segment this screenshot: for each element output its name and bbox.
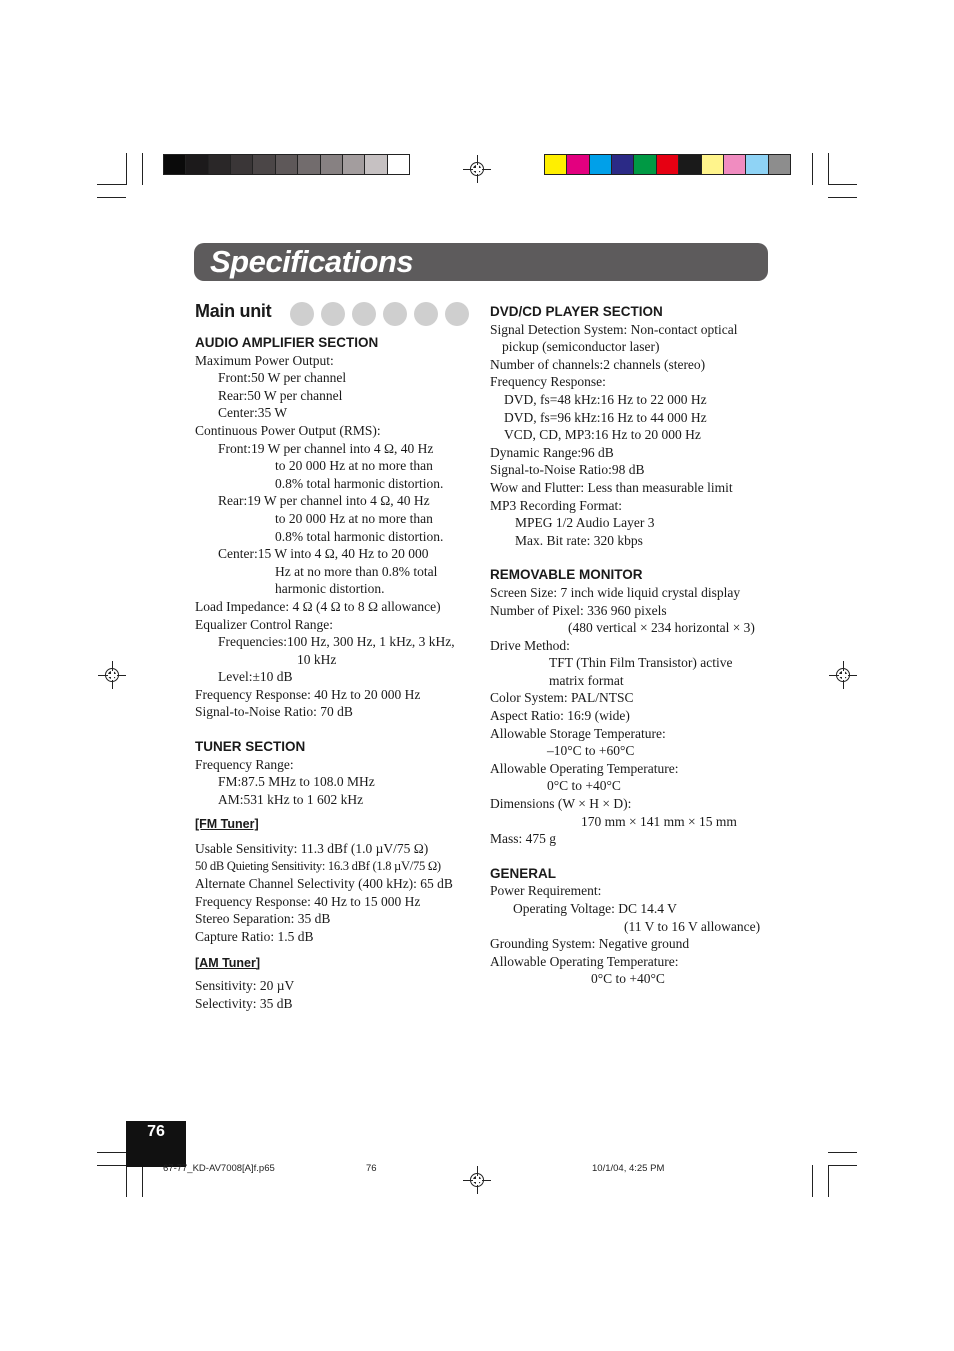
cmyk-color-bar <box>544 154 791 175</box>
section-heading: GENERAL <box>490 865 557 881</box>
spec-line: Signal Detection System: Non-contact optical <box>490 321 738 337</box>
spec-line: Aspect Ratio: 16:9 (wide) <box>490 708 630 724</box>
section-heading: AUDIO AMPLIFIER SECTION <box>195 335 379 350</box>
spec-line: Selectivity: 35 dB <box>195 995 293 1011</box>
spec-line: Signal-to-Noise Ratio: 70 dB <box>195 704 353 720</box>
color-swatch <box>634 155 656 174</box>
color-swatch <box>365 155 387 174</box>
subsection-heading: [AM Tuner] <box>195 955 261 970</box>
color-swatch <box>590 155 612 174</box>
spec-line: matrix format <box>549 672 624 688</box>
color-swatch <box>343 155 365 174</box>
page-number: 76 <box>126 1121 186 1167</box>
spec-line: (11 V to 16 V allowance) <box>624 918 761 934</box>
spec-line: Allowable Operating Temperature: <box>490 953 679 969</box>
spec-line: Screen Size: 7 inch wide liquid crystal display <box>490 584 741 600</box>
spec-line: 0°C to +40°C <box>547 778 621 794</box>
spec-line: Max. Bit rate: 320 kbps <box>515 532 643 548</box>
color-swatch <box>186 155 208 174</box>
spec-line: 0.8% total harmonic distortion. <box>275 528 444 544</box>
spec-line: Equalizer Control Range: <box>195 616 333 632</box>
color-swatch <box>679 155 701 174</box>
registration-mark-icon <box>833 665 853 685</box>
registration-mark-icon <box>467 1170 487 1190</box>
spec-line: Allowable Storage Temperature: <box>490 725 666 741</box>
spec-line: to 20 000 Hz at no more than <box>275 458 433 474</box>
spec-line: Capture Ratio: 1.5 dB <box>195 929 314 944</box>
main-unit-heading: Main unit <box>195 301 272 321</box>
spec-line: Usable Sensitivity: 11.3 dBf (1.0 µV/75 Ω) <box>195 841 429 857</box>
spec-line: 170 mm × 141 mm × 15 mm <box>581 813 737 829</box>
color-swatch <box>253 155 275 174</box>
spec-row: Level:±10 dB <box>218 669 293 685</box>
spec-line: Wow and Flutter: Less than measurable limit <box>490 479 733 495</box>
color-swatch <box>724 155 746 174</box>
spec-row: Center:15 W into 4 Ω, 40 Hz to 20 000 <box>218 546 429 562</box>
spec-row: FM:87.5 MHz to 108.0 MHz <box>218 774 375 790</box>
spec-row: Front:19 W per channel into 4 Ω, 40 Hz <box>218 440 434 456</box>
spec-line: Operating Voltage: DC 14.4 V <box>513 901 677 916</box>
spec-line: Load Impedance: 4 Ω (4 Ω to 8 Ω allowance) <box>195 598 441 614</box>
color-swatch <box>164 155 186 174</box>
spec-row: Rear:19 W per channel into 4 Ω, 40 Hz <box>218 493 430 509</box>
spec-line: Frequency Response: <box>490 374 606 390</box>
right-column <box>490 303 775 988</box>
spec-row: Frequencies:100 Hz, 300 Hz, 1 kHz, 3 kHz, <box>218 634 455 650</box>
page-title: Specifications <box>210 244 414 279</box>
title-banner <box>194 243 768 281</box>
spec-row: VCD, CD, MP3:16 Hz to 20 000 Hz <box>504 427 701 443</box>
decorative-circles <box>290 302 469 326</box>
color-swatch <box>209 155 231 174</box>
color-swatch <box>298 155 320 174</box>
spec-line: Dimensions (W × H × D): <box>490 796 632 812</box>
color-swatch <box>567 155 589 174</box>
spec-row: Dynamic Range:96 dB <box>490 444 614 460</box>
spec-line: to 20 000 Hz at no more than <box>275 510 433 526</box>
spec-line: Power Requirement: <box>490 883 602 899</box>
spec-line: MP3 Recording Format: <box>490 497 622 513</box>
registration-mark-icon <box>102 665 122 685</box>
color-swatch <box>612 155 634 174</box>
spec-row: DVD, fs=96 kHz:16 Hz to 44 000 Hz <box>504 409 707 425</box>
spec-line: Frequency Response: 40 Hz to 15 000 Hz <box>195 893 421 909</box>
spec-line: Continuous Power Output (RMS): <box>195 422 381 438</box>
spec-line: Frequency Range: <box>195 756 294 772</box>
section-heading: REMOVABLE MONITOR <box>490 567 643 583</box>
section-heading: DVD/CD PLAYER SECTION <box>490 304 663 319</box>
spec-line: Allowable Operating Temperature: <box>490 760 679 776</box>
spec-line: 0°C to +40°C <box>591 971 665 987</box>
color-swatch <box>231 155 253 174</box>
color-swatch <box>545 155 567 174</box>
color-swatch <box>746 155 768 174</box>
subsection-heading: [FM Tuner] <box>195 817 259 832</box>
spec-line: pickup (semiconductor laser) <box>502 339 660 355</box>
spec-row: Front:50 W per channel <box>218 370 347 386</box>
spec-line: (480 vertical × 234 horizontal × 3) <box>568 620 755 636</box>
spec-line: Alternate Channel Selectivity (400 kHz): 65 dB <box>195 876 453 892</box>
section-heading: TUNER SECTION <box>195 739 306 755</box>
spec-line: Drive Method: <box>490 637 570 653</box>
spec-row: Center:35 W <box>218 405 288 421</box>
spec-line: harmonic distortion. <box>275 581 385 597</box>
spec-line: TFT (Thin Film Transistor) active <box>549 655 733 671</box>
spec-line: Stereo Separation: 35 dB <box>195 911 331 927</box>
registration-mark-icon <box>467 159 487 179</box>
spec-line: 10 kHz <box>297 651 337 667</box>
spec-line: 50 dB Quieting Sensitivity: 16.3 dBf (1.8 µV/75 Ω) <box>195 858 441 873</box>
color-swatch <box>321 155 343 174</box>
footer-filename: 67-77_KD-AV7008[A]f.p65 <box>163 1163 275 1174</box>
color-swatch <box>388 155 409 174</box>
color-swatch <box>702 155 724 174</box>
spec-line: Frequency Response: 40 Hz to 20 000 Hz <box>195 686 421 702</box>
spec-line: Sensitivity: 20 µV <box>195 978 295 994</box>
color-swatch <box>657 155 679 174</box>
spec-line: 0.8% total harmonic distortion. <box>275 475 444 491</box>
spec-line: Color System: PAL/NTSC <box>490 690 634 706</box>
spec-line: Hz at no more than 0.8% total <box>275 563 438 579</box>
spec-row: Rear:50 W per channel <box>218 387 343 403</box>
spec-line: Maximum Power Output: <box>195 352 334 368</box>
footer-date: 10/1/04, 4:25 PM <box>592 1163 665 1174</box>
spec-row: Number of channels:2 channels (stereo) <box>490 356 706 372</box>
spec-line: Mass: 475 g <box>490 831 557 847</box>
spec-line: –10°C to +60°C <box>547 743 635 759</box>
spec-row: DVD, fs=48 kHz:16 Hz to 22 000 Hz <box>504 391 707 407</box>
left-column <box>195 334 480 1012</box>
spec-line: Number of Pixel: 336 960 pixels <box>490 602 667 618</box>
spec-row: AM:531 kHz to 1 602 kHz <box>218 791 364 807</box>
grey-color-bar <box>163 154 410 175</box>
spec-line: MPEG 1/2 Audio Layer 3 <box>515 515 655 531</box>
color-swatch <box>769 155 790 174</box>
spec-line: Grounding System: Negative ground <box>490 936 690 952</box>
spec-row: Signal-to-Noise Ratio:98 dB <box>490 462 645 478</box>
footer-page: 76 <box>366 1163 377 1174</box>
color-swatch <box>276 155 298 174</box>
